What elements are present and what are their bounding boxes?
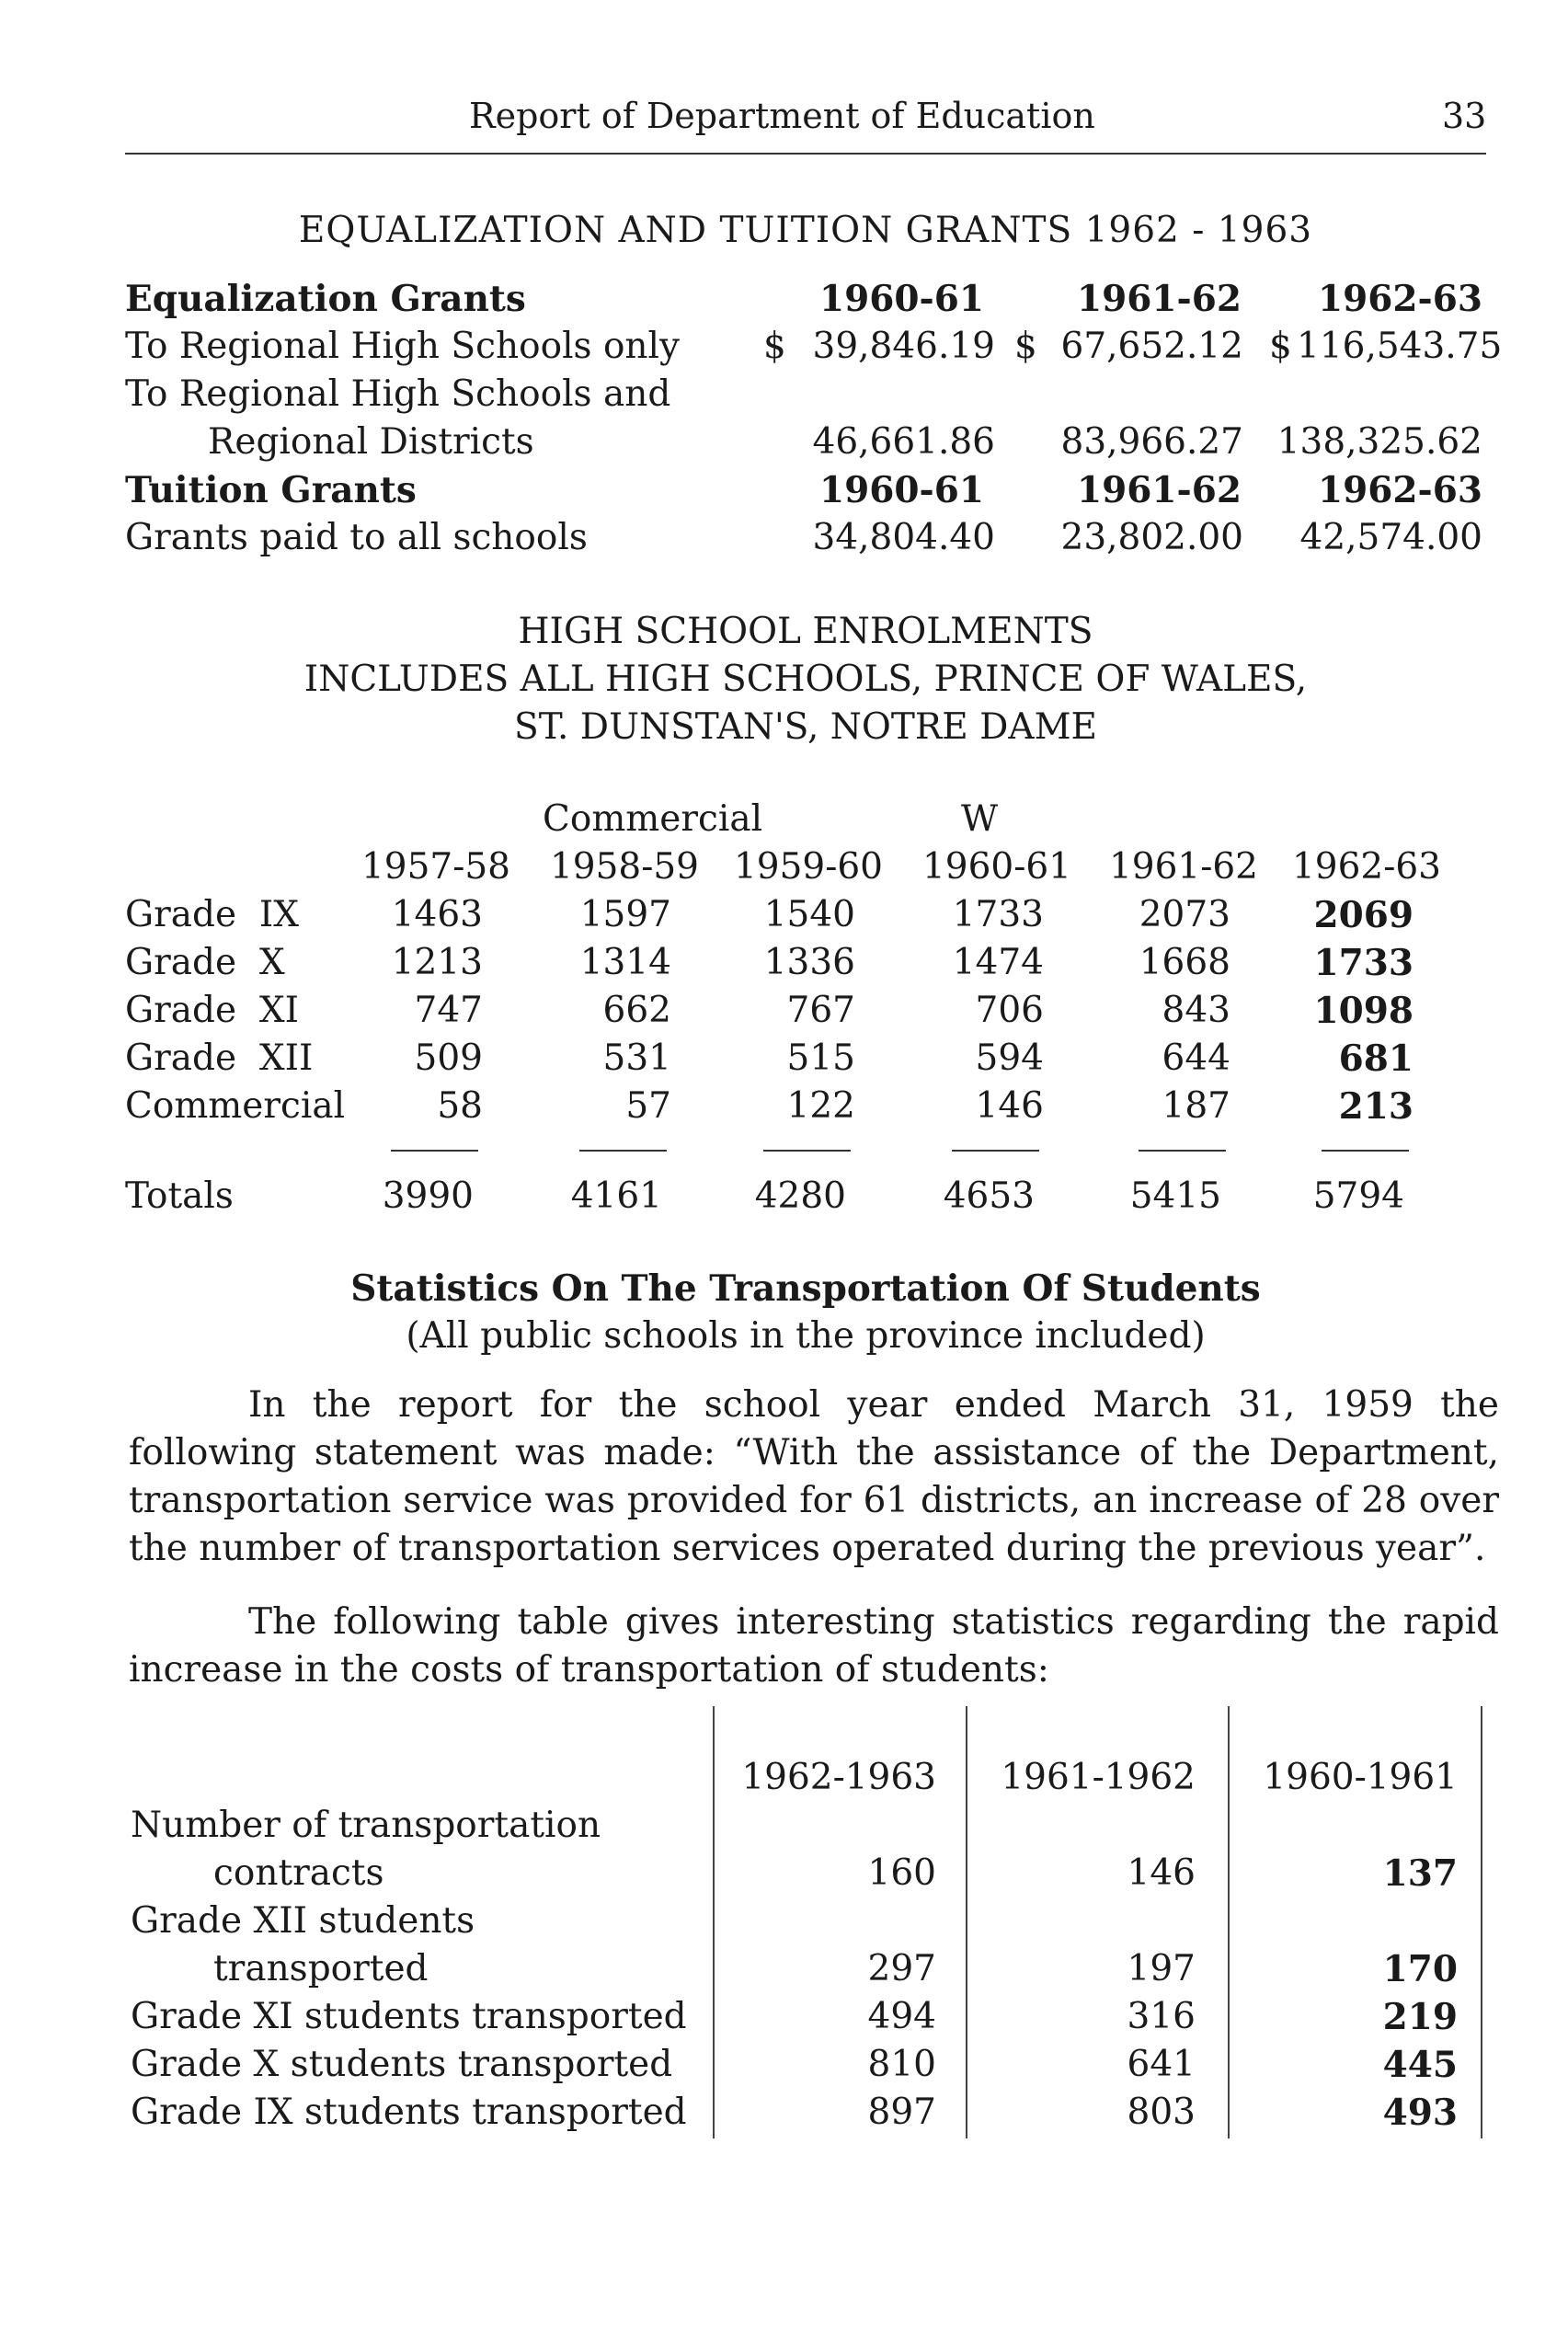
row-grants-paid-label: Grants paid to all schools [125,517,588,558]
enrol-year-header: 1961-62 [1108,846,1258,888]
enrol-year-header: 1958-59 [549,846,699,888]
eq-year-1960: 1960-61 [818,278,984,320]
note-w: W [961,798,999,840]
transport-column-rule [1481,1706,1482,2138]
enrol-cell: 1733 [952,894,1044,935]
enrol-total-cell: 4280 [754,1175,846,1217]
row-regional-districts-label-1: To Regional High Schools and [125,373,671,415]
transport-title: Statistics On The Transportation Of Students [350,1267,1261,1310]
transport-cell: 445 [1382,2044,1458,2086]
row-grants-paid-1962: 42,574.00 [1299,517,1482,558]
enrol-cell: 515 [786,1037,855,1079]
running-header-title: Report of Department of Education [469,96,1095,136]
enrol-year-header: 1957-58 [361,846,510,888]
transport-cell: 160 [867,1852,936,1894]
note-commercial: Commercial [543,798,763,840]
transport-cell: 493 [1382,2092,1458,2134]
enrol-total-rule [1139,1150,1226,1152]
eq-year-1961: 1961-62 [1076,278,1242,320]
enrol-cell: 213 [1338,1085,1413,1128]
enrol-cell: 644 [1162,1037,1230,1079]
row-grants-paid-1960: 34,804.40 [812,517,995,558]
enrol-cell: 1314 [579,942,671,983]
enrol-cell: 706 [975,990,1044,1031]
tu-year-1961: 1961-62 [1076,469,1242,511]
enrol-cell: 843 [1162,990,1230,1031]
enrol-total-rule [952,1150,1039,1152]
transport-cell: 641 [1127,2044,1196,2085]
enrolments-title-2: INCLUDES ALL HIGH SCHOOLS, PRINCE OF WALES, [303,659,1308,700]
transport-year-header: 1961-1962 [1001,1757,1196,1798]
enrol-year-header: 1962-63 [1291,846,1441,888]
enrol-cell: 1474 [952,942,1044,983]
enrolments-title-1: HIGH SCHOOL ENROLMENTS [518,611,1093,652]
enrol-cell: 1336 [763,942,855,983]
transport-paragraph-2: The following table gives interesting statistics regarding the rapid increase in the costs of transportation of students: [129,1601,1499,1691]
transport-row-label-cont: transported [213,1948,429,1989]
transport-column-rule [713,1706,715,2138]
transport-row-label: Number of transportation [131,1805,601,1846]
row-regional-districts-label-2: Regional Districts [208,421,534,463]
enrolments-title-3: ST. DUNSTAN'S, NOTRE DAME [514,706,1097,748]
row-regional-districts-1961: 83,966.27 [1060,421,1243,463]
row-regional-districts-1962: 138,325.62 [1276,421,1482,463]
enrol-total-cell: 3990 [382,1175,474,1217]
transport-cell: 494 [867,1996,936,2037]
enrol-cell: 1540 [763,894,855,935]
eq-year-1962: 1962-63 [1317,278,1482,320]
transport-row-label: Grade X students transported [131,2044,673,2085]
equalization-grants-label: Equalization Grants [125,278,526,320]
enrol-cell: 58 [437,1085,483,1127]
enrol-year-header: 1959-60 [733,846,883,888]
transport-year-header: 1962-1963 [741,1757,936,1798]
grants-title: EQUALIZATION AND TUITION GRANTS 1962 - 1963 [298,210,1313,251]
row-regional-only-1960: 39,846.19 [812,326,995,367]
transport-cell: 146 [1127,1852,1196,1894]
enrol-cell: 187 [1162,1085,1230,1127]
transport-subtitle: (All public schools in the province included) [406,1315,1206,1357]
transport-row-label: Grade XI students transported [131,1996,687,2037]
header-rule [125,153,1486,155]
transport-cell: 810 [867,2044,936,2085]
transport-cell: 170 [1382,1948,1458,1990]
enrol-cell: 531 [602,1037,671,1079]
dollar-sign-3: $ [1269,326,1292,367]
enrol-totals-label: Totals [125,1175,234,1217]
enrol-cell: 146 [975,1085,1044,1127]
transport-paragraph-1: In the report for the school year ended March 31, 1959 the following statement was made: “With the assistance of the Department, transportation service was provided for 61 districts, an increase of 28 over the number of transportation services operated during the previous year”. [129,1384,1499,1569]
enrol-cell: 662 [602,990,671,1031]
row-grants-paid-1961: 23,802.00 [1060,517,1243,558]
row-regional-only-1962: 116,543.75 [1297,326,1503,367]
enrol-cell: 1098 [1313,990,1413,1032]
page-number: 33 [1442,96,1487,136]
enrol-year-header: 1960-61 [921,846,1071,888]
enrol-cell: 1668 [1139,942,1230,983]
row-regional-only-label: To Regional High Schools only [125,326,681,367]
transport-cell: 316 [1127,1996,1196,2037]
dollar-sign-2: $ [1014,326,1037,367]
transport-row-label: Grade IX students transported [131,2092,687,2133]
enrol-cell: 1213 [391,942,483,983]
enrol-total-rule [763,1150,851,1152]
enrol-row-label: Grade XI [125,990,300,1031]
enrol-cell: 2073 [1139,894,1230,935]
transport-year-header: 1960-1961 [1263,1757,1458,1798]
enrol-cell: 681 [1338,1037,1413,1080]
tu-year-1960: 1960-61 [818,469,984,511]
transport-cell: 897 [867,2092,936,2133]
enrol-total-cell: 4653 [943,1175,1035,1217]
transport-cell: 803 [1127,2092,1196,2133]
enrol-cell: 1597 [579,894,671,935]
enrol-total-rule [1322,1150,1409,1152]
enrol-total-rule [391,1150,478,1152]
transport-row-label-cont: contracts [213,1852,384,1894]
enrol-cell: 594 [975,1037,1044,1079]
enrol-row-label: Commercial [125,1085,346,1127]
dollar-sign-1: $ [763,326,786,367]
enrol-row-label: Grade X [125,942,285,983]
enrol-total-cell: 4161 [570,1175,662,1217]
enrol-cell: 509 [414,1037,483,1079]
transport-row-label: Grade XII students [131,1900,475,1942]
transport-cell: 297 [867,1948,936,1989]
enrol-cell: 747 [414,990,483,1031]
enrol-cell: 122 [786,1085,855,1127]
enrol-cell: 57 [625,1085,671,1127]
enrol-total-cell: 5794 [1312,1175,1404,1217]
row-regional-districts-1960: 46,661.86 [812,421,995,463]
transport-cell: 197 [1127,1948,1196,1989]
enrol-cell: 2069 [1313,894,1413,936]
enrol-row-label: Grade IX [125,894,300,935]
tu-year-1962: 1962-63 [1317,469,1482,511]
enrol-cell: 1733 [1313,942,1413,984]
enrol-cell: 1463 [391,894,483,935]
enrol-total-rule [579,1150,667,1152]
transport-column-rule [966,1706,967,2138]
tuition-grants-label: Tuition Grants [125,469,417,511]
transport-column-rule [1228,1706,1230,2138]
enrol-cell: 767 [786,990,855,1031]
transport-cell: 137 [1382,1852,1458,1895]
transport-cell: 219 [1382,1996,1458,2038]
enrol-row-label: Grade XII [125,1037,314,1079]
row-regional-only-1961: 67,652.12 [1060,326,1243,367]
enrol-total-cell: 5415 [1129,1175,1221,1217]
